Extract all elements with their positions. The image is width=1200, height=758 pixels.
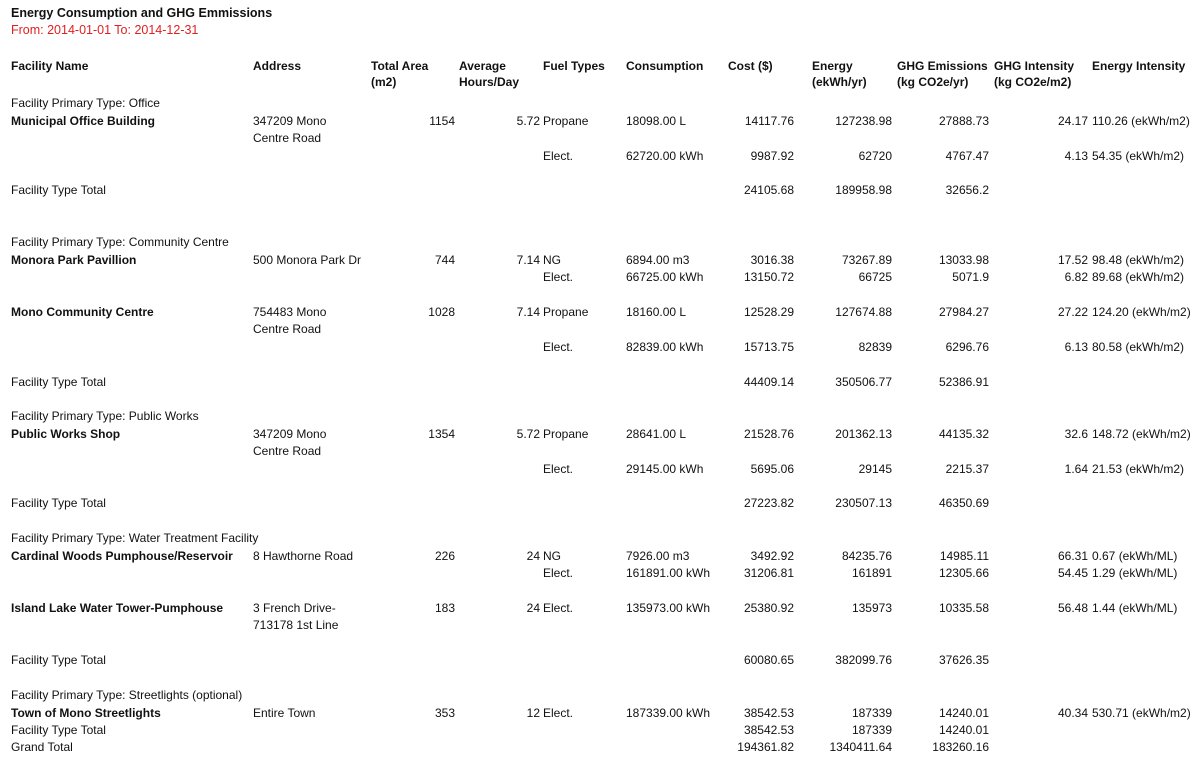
header-facility-name: Facility Name — [11, 59, 89, 73]
energy: 127674.88 — [835, 305, 892, 319]
fuel-type: Elect. — [543, 462, 574, 476]
energy-intensity: 89.68 (ekWh/m2) — [1092, 270, 1185, 284]
header-address: Address — [253, 59, 302, 73]
ghg-emissions: 6296.76 — [945, 340, 989, 354]
energy-intensity: 148.72 (ekWh/m2) — [1092, 427, 1191, 441]
ghg-intensity: 66.31 — [1057, 549, 1088, 563]
fuel-type: Propane — [543, 305, 589, 319]
fuel-type: Elect. — [543, 270, 574, 284]
facility-address: 500 Monora Park Dr — [253, 253, 362, 267]
consumption: 28641.00 L — [626, 427, 687, 441]
section-type-label: Facility Primary Type: Office — [11, 96, 160, 110]
facility-area: 183 — [434, 601, 455, 615]
energy: 135973 — [851, 601, 892, 615]
consumption: 187339.00 kWh — [626, 706, 711, 720]
header-fuel-types: Fuel Types — [543, 59, 605, 73]
facility-name: Cardinal Woods Pumphouse/Reservoir — [11, 549, 233, 563]
cost: 5695.06 — [750, 462, 794, 476]
cost: 13150.72 — [743, 270, 794, 284]
consumption: 7926.00 m3 — [626, 549, 690, 563]
fuel-type: Elect. — [543, 566, 574, 580]
energy: 161891 — [851, 566, 892, 580]
ghg-intensity: 6.82 — [1064, 270, 1088, 284]
report-date-range: From: 2014-01-01 To: 2014-12-31 — [11, 23, 199, 37]
ghg-intensity: 56.48 — [1057, 601, 1088, 615]
type-total-cost: 27223.82 — [743, 496, 794, 510]
facility-name: Monora Park Pavillion — [11, 253, 137, 267]
section-type-label: Facility Primary Type: Public Works — [11, 409, 199, 423]
energy: 84235.76 — [841, 549, 892, 563]
type-total-ghg: 32656.2 — [945, 183, 989, 197]
energy-intensity: 124.20 (ekWh/m2) — [1092, 305, 1191, 319]
cost: 3016.38 — [750, 253, 794, 267]
section-type-label: Facility Primary Type: Water Treatment Facility — [11, 531, 259, 545]
energy-intensity: 98.48 (ekWh/m2) — [1092, 253, 1185, 267]
cost: 14117.76 — [744, 114, 794, 128]
header-total-area: Total Area (m2) — [371, 59, 429, 89]
ghg-intensity: 54.45 — [1057, 566, 1088, 580]
ghg-emissions: 10335.58 — [938, 601, 989, 615]
type-total-energy: 230507.13 — [835, 496, 892, 510]
cost: 25380.92 — [743, 601, 794, 615]
type-total-label: Facility Type Total — [11, 183, 106, 197]
energy: 201362.13 — [835, 427, 892, 441]
grand-total-label: Grand Total — [11, 740, 73, 754]
type-total-cost: 24105.68 — [743, 183, 794, 197]
energy-intensity: 530.71 (ekWh/m2) — [1092, 706, 1191, 720]
header-ghg-emissions: GHG Emissions (kg CO2e/yr) — [897, 59, 988, 89]
cost: 15713.75 — [743, 340, 794, 354]
ghg-emissions: 14240.01 — [938, 706, 989, 720]
energy-intensity: 0.67 (ekWh/ML) — [1092, 549, 1178, 563]
energy-intensity: 54.35 (ekWh/m2) — [1092, 149, 1185, 163]
ghg-emissions: 27888.73 — [938, 114, 989, 128]
facility-name: Mono Community Centre — [11, 305, 154, 319]
section-type-label: Facility Primary Type: Streetlights (optional) — [11, 688, 243, 702]
ghg-intensity: 1.64 — [1064, 462, 1088, 476]
type-total-energy: 187339 — [851, 723, 892, 737]
ghg-intensity: 6.13 — [1064, 340, 1088, 354]
grand-total-ghg: 183260.16 — [932, 740, 989, 754]
energy-intensity: 110.26 (ekWh/m2) — [1092, 114, 1190, 128]
ghg-emissions: 12305.66 — [938, 566, 989, 580]
ghg-emissions: 44135.32 — [938, 427, 989, 441]
header-cost: Cost ($) — [728, 59, 773, 73]
facility-address: 754483 Mono Centre Road — [253, 305, 327, 336]
fuel-type: NG — [543, 253, 561, 267]
energy: 82839 — [858, 340, 892, 354]
facility-area: 1354 — [428, 427, 455, 441]
facility-area: 744 — [434, 253, 455, 267]
ghg-intensity: 4.13 — [1064, 149, 1088, 163]
consumption: 62720.00 kWh — [626, 149, 704, 163]
type-total-ghg: 37626.35 — [938, 653, 989, 667]
facility-hours: 7.14 — [516, 305, 540, 319]
energy: 127238.98 — [835, 114, 892, 128]
type-total-label: Facility Type Total — [11, 653, 106, 667]
energy-intensity: 1.44 (ekWh/ML) — [1092, 601, 1178, 615]
header-energy: Energy (ekWh/yr) — [812, 59, 867, 89]
ghg-emissions: 5071.9 — [952, 270, 989, 284]
ghg-emissions: 13033.98 — [938, 253, 989, 267]
type-total-energy: 350506.77 — [835, 375, 892, 389]
consumption: 82839.00 kWh — [626, 340, 704, 354]
facility-address: 347209 Mono Centre Road — [253, 427, 327, 458]
cost: 9987.92 — [750, 149, 794, 163]
facility-area: 353 — [434, 706, 455, 720]
facility-area: 1154 — [429, 114, 455, 128]
report-title: Energy Consumption and GHG Emmissions — [11, 6, 273, 20]
type-total-cost: 38542.53 — [743, 723, 794, 737]
type-total-energy: 189958.98 — [835, 183, 892, 197]
ghg-intensity: 17.52 — [1057, 253, 1088, 267]
energy: 29145 — [858, 462, 892, 476]
ghg-emissions: 14985.11 — [939, 549, 989, 563]
consumption: 135973.00 kWh — [626, 601, 711, 615]
type-total-label: Facility Type Total — [11, 723, 106, 737]
consumption: 18160.00 L — [626, 305, 687, 319]
facility-hours: 12 — [526, 706, 540, 720]
facility-area: 226 — [434, 549, 455, 563]
facility-name: Town of Mono Streetlights — [11, 706, 161, 720]
facility-name: Island Lake Water Tower-Pumphouse — [11, 601, 224, 615]
consumption: 6894.00 m3 — [626, 253, 690, 267]
facility-address: 8 Hawthorne Road — [253, 549, 354, 563]
facility-address: 347209 Mono Centre Road — [253, 114, 327, 145]
energy: 66725 — [858, 270, 892, 284]
ghg-intensity: 32.6 — [1064, 427, 1088, 441]
fuel-type: Elect. — [543, 706, 574, 720]
consumption: 18098.00 L — [626, 114, 687, 128]
type-total-ghg: 46350.69 — [938, 496, 989, 510]
facility-hours: 24 — [526, 601, 540, 615]
cost: 12528.29 — [743, 305, 794, 319]
energy: 62720 — [858, 149, 892, 163]
facility-address: 3 French Drive-713178 1st Line — [253, 601, 339, 632]
type-total-cost: 60080.65 — [743, 653, 794, 667]
facility-name: Municipal Office Building — [11, 114, 155, 128]
ghg-intensity: 24.17 — [1057, 114, 1088, 128]
type-total-cost: 44409.14 — [743, 375, 794, 389]
facility-hours: 24 — [526, 549, 540, 563]
ghg-emissions: 27984.27 — [938, 305, 989, 319]
energy: 73267.89 — [841, 253, 892, 267]
facility-hours: 5.72 — [516, 114, 540, 128]
header-average-hours: Average Hours/Day — [459, 59, 520, 89]
type-total-label: Facility Type Total — [11, 496, 106, 510]
type-total-label: Facility Type Total — [11, 375, 106, 389]
energy-intensity: 1.29 (ekWh/ML) — [1092, 566, 1178, 580]
energy-intensity: 21.53 (ekWh/m2) — [1092, 462, 1185, 476]
facility-hours: 5.72 — [516, 427, 540, 441]
cost: 3492.92 — [750, 549, 794, 563]
header-ghg-intensity: GHG Intensity (kg CO2e/m2) — [994, 59, 1075, 89]
grand-total-cost: 194361.82 — [737, 740, 794, 754]
fuel-type: Propane — [543, 114, 589, 128]
type-total-energy: 382099.76 — [835, 653, 892, 667]
fuel-type: NG — [543, 549, 561, 563]
header-consumption: Consumption — [626, 59, 704, 73]
cost: 31206.81 — [743, 566, 794, 580]
type-total-ghg: 14240.01 — [938, 723, 989, 737]
ghg-emissions: 4767.47 — [945, 149, 989, 163]
fuel-type: Elect. — [543, 340, 574, 354]
facility-name: Public Works Shop — [11, 427, 121, 441]
energy: 187339 — [851, 706, 892, 720]
fuel-type: Elect. — [543, 149, 574, 163]
fuel-type: Elect. — [543, 601, 574, 615]
grand-total-energy: 1340411.64 — [829, 740, 892, 754]
ghg-intensity: 40.34 — [1057, 706, 1088, 720]
cost: 21528.76 — [743, 427, 794, 441]
ghg-emissions: 2215.37 — [945, 462, 989, 476]
consumption: 29145.00 kWh — [626, 462, 704, 476]
consumption: 66725.00 kWh — [626, 270, 704, 284]
header-energy-intensity: Energy Intensity — [1092, 59, 1186, 73]
fuel-type: Propane — [543, 427, 589, 441]
energy-intensity: 80.58 (ekWh/m2) — [1092, 340, 1185, 354]
cost: 38542.53 — [743, 706, 794, 720]
consumption: 161891.00 kWh — [626, 566, 711, 580]
type-total-ghg: 52386.91 — [938, 375, 989, 389]
section-type-label: Facility Primary Type: Community Centre — [11, 235, 229, 249]
ghg-intensity: 27.22 — [1057, 305, 1088, 319]
facility-address: Entire Town — [253, 706, 316, 720]
facility-area: 1028 — [428, 305, 455, 319]
facility-hours: 7.14 — [516, 253, 540, 267]
